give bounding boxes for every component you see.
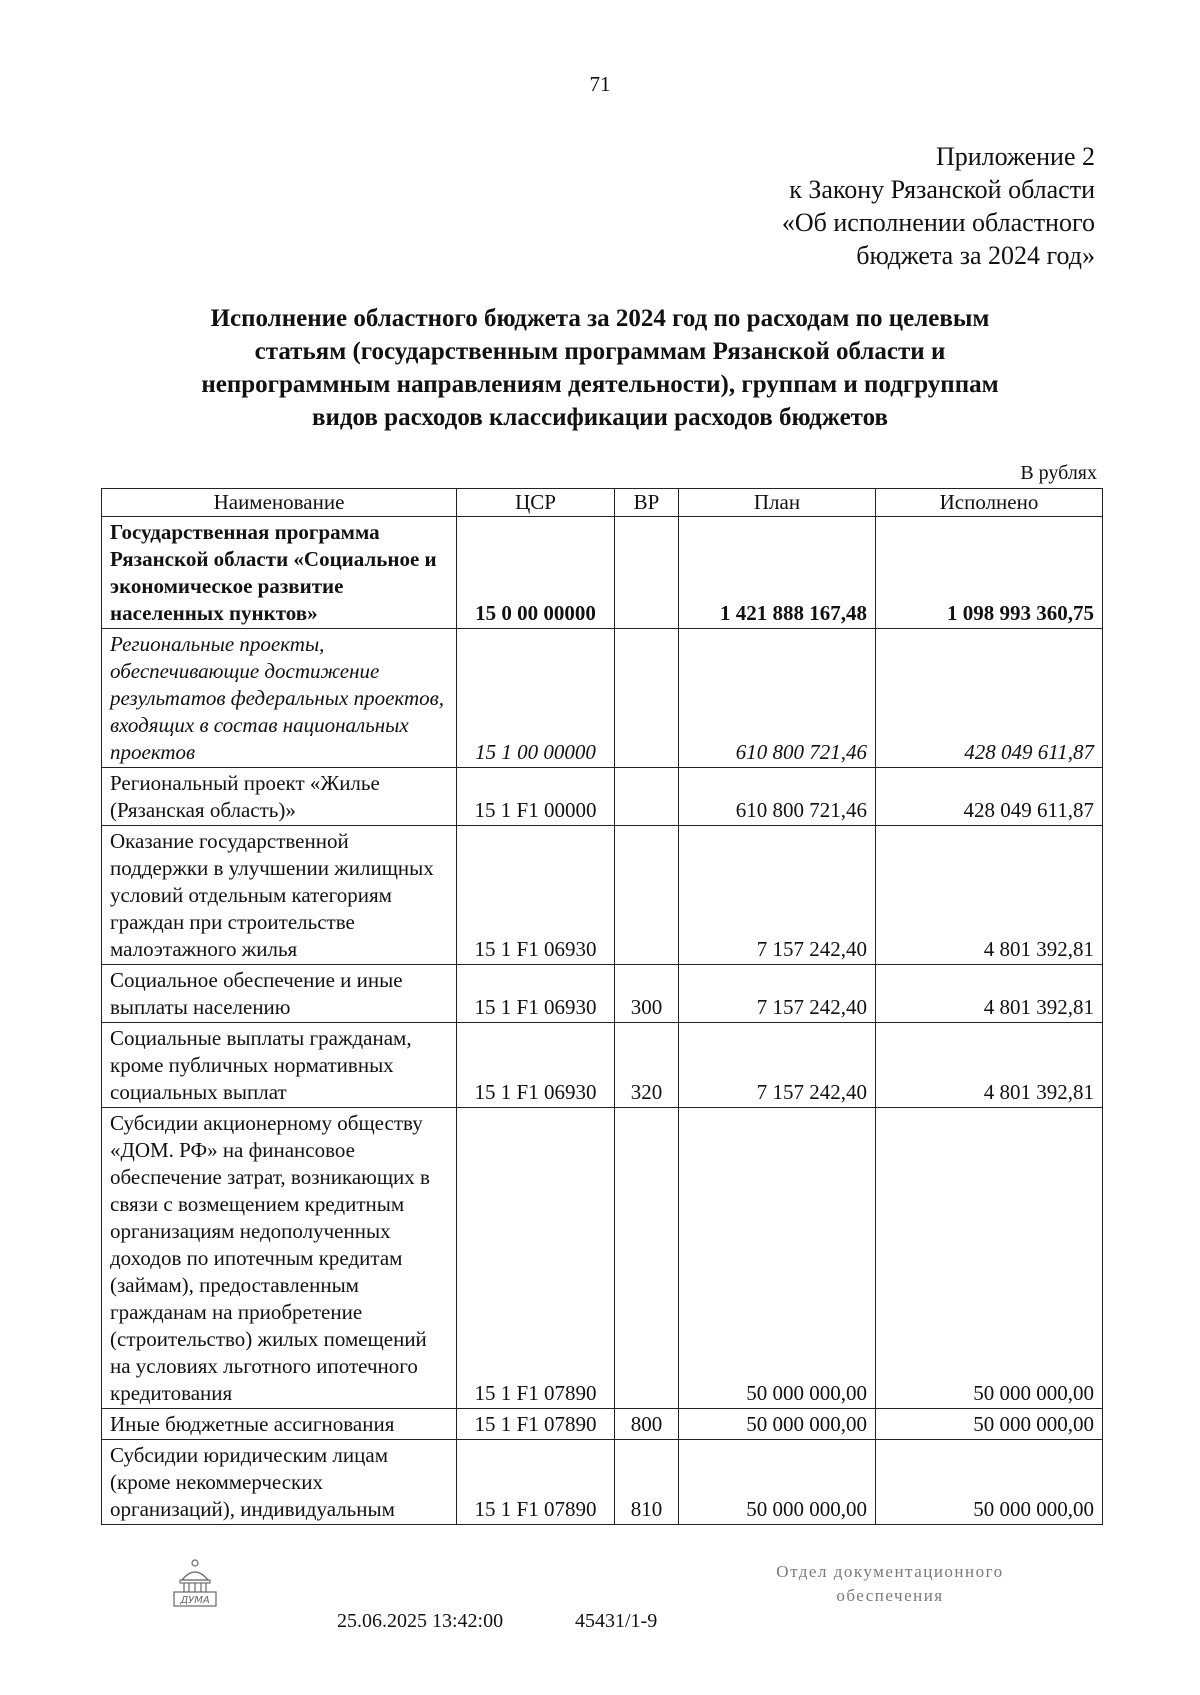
row-done: 4 801 392,81 (876, 826, 1103, 965)
annex-line: бюджета за 2024 год» (856, 241, 1095, 270)
row-vr (615, 1108, 679, 1409)
table-row (102, 826, 1103, 965)
table-row (102, 965, 1103, 1023)
row-name: Региональные проекты, обеспечивающие достижение результатов федеральных проектов, входящих в состав национальных проектов (102, 629, 457, 768)
row-name: Субсидии акционерному обществу «ДОМ. РФ» на финансовое обеспечение затрат, возникающих в связи с возмещением кредитным организациям недополученных доходов по ипотечным кредитам (займам), предоставленным гражданам на приобретение (строительство) жилых помещений на условиях льготного ипотечного кредитования (102, 1108, 457, 1409)
annex-header (782, 140, 1095, 272)
table-row (102, 1108, 1103, 1409)
stamp-line: обеспечения (836, 1586, 944, 1605)
row-name: Субсидии юридическим лицам (кроме некоммерческих организаций), индивидуальным (102, 1440, 457, 1525)
department-stamp (745, 1560, 1035, 1608)
row-plan: 7 157 242,40 (679, 1023, 876, 1108)
row-vr: 810 (615, 1440, 679, 1525)
header-name: Наименование (102, 489, 457, 517)
header-vr: ВР (615, 489, 679, 517)
row-vr: 800 (615, 1409, 679, 1440)
row-plan: 50 000 000,00 (679, 1440, 876, 1525)
row-done: 4 801 392,81 (876, 1023, 1103, 1108)
row-vr (615, 517, 679, 629)
table-row (102, 1409, 1103, 1440)
row-done: 1 098 993 360,75 (876, 517, 1103, 629)
row-name: Социальные выплаты гражданам, кроме публичных нормативных социальных выплат (102, 1023, 457, 1108)
units-label: В рублях (1020, 462, 1097, 484)
row-done: 428 049 611,87 (876, 629, 1103, 768)
row-csr: 15 1 F1 07890 (457, 1108, 615, 1409)
row-plan: 7 157 242,40 (679, 826, 876, 965)
title-line: видов расходов классификации расходов бюджетов (312, 404, 888, 431)
row-name: Оказание государственной поддержки в улучшении жилищных условий отдельным категориям граждан при строительстве малоэтажного жилья (102, 826, 457, 965)
title-line: Исполнение областного бюджета за 2024 год по расходам по целевым (210, 305, 990, 332)
row-vr (615, 826, 679, 965)
annex-line: Приложение 2 (935, 142, 1095, 171)
title-line: статьям (государственным программам Рязанской области и (254, 338, 946, 365)
duma-logo-icon (168, 1558, 222, 1610)
title-line: непрограммным направлениям деятельности), группам и подгруппам (201, 371, 999, 398)
row-plan: 50 000 000,00 (679, 1108, 876, 1409)
header-csr: ЦСР (457, 489, 615, 517)
page-number: 71 (589, 72, 611, 96)
row-done: 50 000 000,00 (876, 1440, 1103, 1525)
table-row (102, 1440, 1103, 1525)
row-done: 50 000 000,00 (876, 1409, 1103, 1440)
row-plan: 50 000 000,00 (679, 1409, 876, 1440)
row-csr: 15 1 00 00000 (457, 629, 615, 768)
row-csr: 15 1 F1 06930 (457, 826, 615, 965)
header-plan: План (679, 489, 876, 517)
row-csr: 15 1 F1 06930 (457, 1023, 615, 1108)
table-row (102, 768, 1103, 826)
table-header-row (102, 489, 1103, 517)
row-csr: 15 1 F1 07890 (457, 1409, 615, 1440)
logo-text: ДУМА (180, 1595, 210, 1606)
row-plan: 1 421 888 167,48 (679, 517, 876, 629)
stamp-line: Отдел документационного (776, 1562, 1004, 1581)
row-name: Социальное обеспечение и иные выплаты населению (102, 965, 457, 1023)
row-name: Государственная программа Рязанской области «Социальное и экономическое развитие населенных пунктов» (102, 517, 457, 629)
footer-datetime: 25.06.2025 13:42:00 (337, 1610, 504, 1632)
row-done: 50 000 000,00 (876, 1108, 1103, 1409)
row-csr: 15 1 F1 06930 (457, 965, 615, 1023)
budget-table (101, 488, 1103, 1525)
annex-line: «Об исполнении областного (781, 208, 1095, 237)
row-vr (615, 768, 679, 826)
table-row (102, 629, 1103, 768)
row-name: Региональный проект «Жилье (Рязанская область)» (102, 768, 457, 826)
row-vr: 320 (615, 1023, 679, 1108)
row-csr: 15 0 00 00000 (457, 517, 615, 629)
row-vr: 300 (615, 965, 679, 1023)
row-csr: 15 1 F1 00000 (457, 768, 615, 826)
row-name: Иные бюджетные ассигнования (102, 1409, 457, 1440)
row-plan: 610 800 721,46 (679, 629, 876, 768)
document-title (140, 302, 1060, 434)
row-csr: 15 1 F1 07890 (457, 1440, 615, 1525)
table-row (102, 1023, 1103, 1108)
row-done: 4 801 392,81 (876, 965, 1103, 1023)
row-plan: 7 157 242,40 (679, 965, 876, 1023)
row-done: 428 049 611,87 (876, 768, 1103, 826)
row-plan: 610 800 721,46 (679, 768, 876, 826)
table-row (102, 517, 1103, 629)
footer-doc-number: 45431/1-9 (575, 1610, 658, 1632)
row-vr (615, 629, 679, 768)
header-done: Исполнено (876, 489, 1103, 517)
annex-line: к Закону Рязанской области (789, 175, 1095, 204)
